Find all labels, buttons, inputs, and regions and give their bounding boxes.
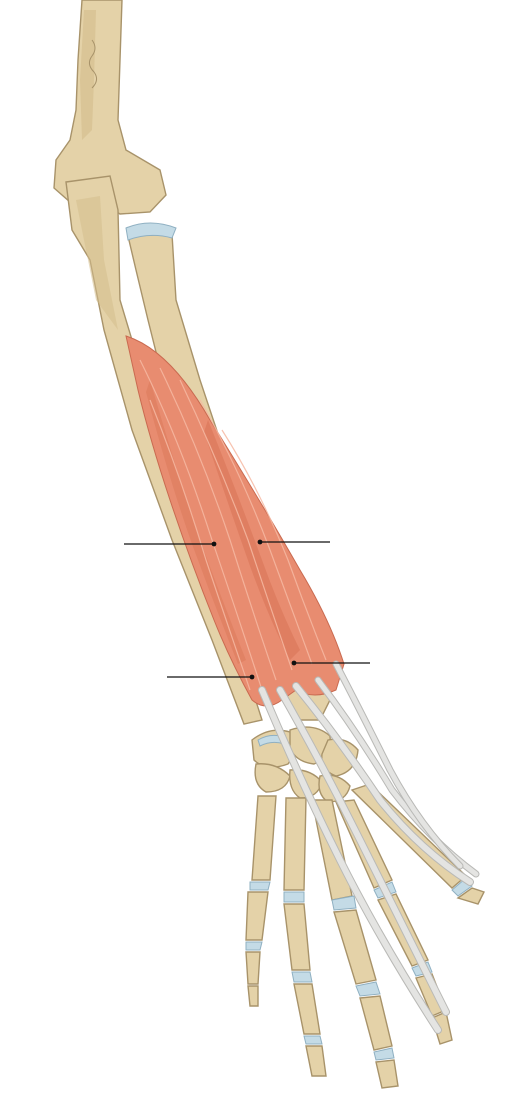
leader-point xyxy=(292,661,297,666)
extensor-muscle-group xyxy=(126,336,344,706)
leader-point xyxy=(258,540,263,545)
leader-point xyxy=(250,675,255,680)
leader-point xyxy=(212,542,217,547)
